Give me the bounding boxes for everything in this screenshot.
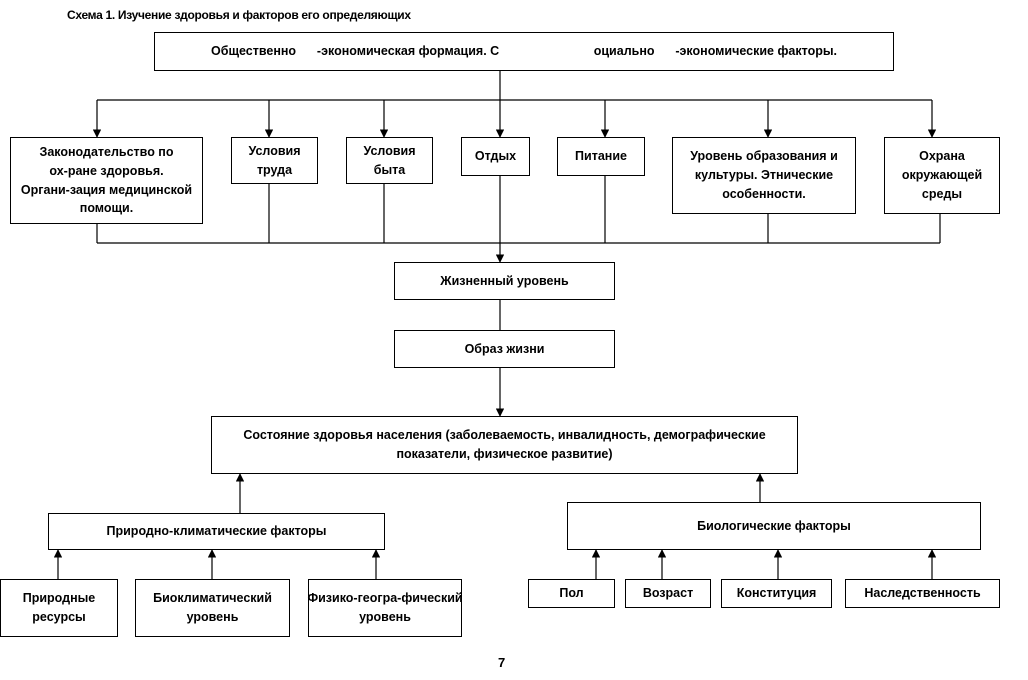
biological-child-constitution: Конституция [721,579,832,608]
factor-box-nutrition: Питание [557,137,645,176]
biological-factors-box: Биологические факторы [567,502,981,550]
biological-child-heredity: Наследственность [845,579,1000,608]
factor-box-environment: Охрана окружающей среды [884,137,1000,214]
factor-box-legislation: Законодательство по ох‑ране здоровья. Органи‑зация медицинской помощи. [10,137,203,224]
natural-child-resources: Природные ресурсы [0,579,118,637]
natural-climatic-factors-box: Природно‑климатические факторы [48,513,385,550]
natural-child-bioclimatic: Биоклиматический уровень [135,579,290,637]
factor-box-education-culture: Уровень образования и культуры. Этнические особенности. [672,137,856,214]
biological-child-age: Возраст [625,579,711,608]
natural-child-physico-geographic: Физико‑геогра‑фический уровень [308,579,462,637]
diagram-title: Схема 1. Изучение здоровья и факторов его определяющих [67,8,411,22]
page-number: 7 [498,655,506,670]
health-state-box: Состояние здоровья населения (заболеваемость, инвалидность, демографические показатели, физическое развитие) [211,416,798,474]
socioeconomic-formation-box [154,32,894,71]
lifestyle-box: Образ жизни [394,330,615,368]
top-label-part: Общественно ‑экономическая формация. С [211,44,500,59]
living-level-box: Жизненный уровень [394,262,615,300]
top-label-part: оциально ‑экономические факторы. [593,44,837,59]
factor-box-work-conditions: Условия труда [231,137,318,184]
biological-child-sex: Пол [528,579,615,608]
factor-box-rest: Отдых [461,137,530,176]
factor-box-living-conditions: Условия быта [346,137,433,184]
